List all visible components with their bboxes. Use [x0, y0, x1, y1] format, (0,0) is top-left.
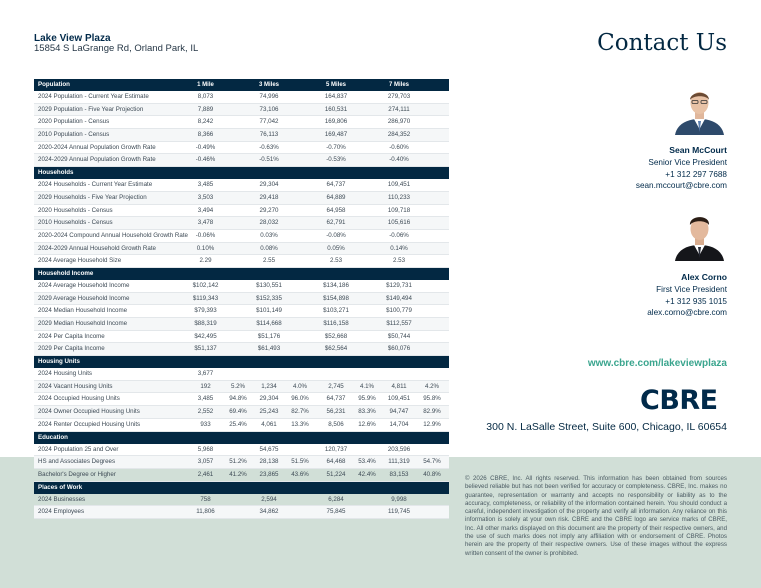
row-value: 5.2% — [230, 382, 246, 390]
row-value: 9,998 — [391, 495, 407, 503]
row-value: $100,779 — [386, 307, 412, 315]
row-value: 83.3% — [358, 408, 376, 416]
header-col: 5 Miles — [325, 82, 346, 88]
table-row — [34, 368, 449, 381]
row-value: 2,461 — [197, 470, 214, 478]
contact-title: Senior Vice President — [648, 157, 727, 167]
contact-name: Alex Corno — [681, 272, 727, 282]
table-row — [34, 179, 449, 192]
row-value: -0.63% — [259, 143, 279, 151]
row-value: 4.0% — [292, 382, 308, 390]
table-row — [34, 104, 449, 117]
row-value: 83,153 — [389, 470, 409, 478]
row-value: $154,898 — [323, 294, 349, 302]
table-row — [34, 91, 449, 104]
row-value: 29,270 — [259, 206, 279, 214]
table-row — [34, 217, 449, 230]
row-value: 64,889 — [326, 193, 346, 201]
row-label: 2024 Households - Current Year Estimate — [38, 181, 153, 189]
row-value: $130,551 — [256, 281, 282, 289]
table-row — [34, 469, 449, 482]
row-value: $119,343 — [192, 294, 219, 302]
row-value: 109,451 — [387, 181, 411, 189]
row-value: 758 — [200, 495, 211, 503]
row-value: 169,487 — [324, 131, 348, 139]
row-value: $61,493 — [257, 345, 281, 353]
row-label: 2024-2029 Annual Household Growth Rate — [38, 244, 156, 252]
row-value: 29,418 — [259, 193, 279, 201]
row-value: 3,677 — [197, 370, 214, 378]
row-value: -0.40% — [389, 156, 409, 164]
row-value: 2,552 — [197, 408, 214, 416]
row-value: 6,284 — [328, 495, 344, 503]
table-row — [34, 205, 449, 218]
row-value: 11,806 — [196, 508, 215, 516]
row-value: 62,791 — [326, 219, 346, 227]
row-label: 2024 Per Capita Income — [38, 332, 105, 340]
row-value: 54.7% — [423, 458, 441, 466]
logo-text: CBRE — [640, 386, 718, 412]
row-label: 2024 Population 25 and Over — [38, 445, 119, 453]
row-value: 4,811 — [391, 382, 407, 390]
table-row — [34, 456, 449, 469]
row-value: 25,243 — [259, 408, 279, 416]
row-value: 14,704 — [389, 420, 409, 428]
row-value: $51,137 — [194, 345, 217, 353]
website-link[interactable]: www.cbre.com/lakeviewplaza — [587, 358, 727, 369]
row-value: 82.9% — [423, 408, 441, 416]
row-label: 2020 Population - Census — [38, 118, 110, 126]
row-label: 2024 Median Household Income — [38, 307, 128, 315]
row-label: 2024 Average Household Income — [38, 281, 130, 289]
row-value: 8,073 — [197, 93, 214, 100]
row-label: 2010 Households - Census — [38, 219, 113, 227]
row-value: 164,837 — [324, 93, 348, 100]
row-value: 5,968 — [197, 445, 214, 453]
table-row — [34, 243, 449, 256]
table-row — [34, 116, 449, 129]
table-row — [34, 255, 449, 268]
row-value: 2.53 — [392, 257, 406, 265]
row-value: 54,675 — [259, 445, 279, 453]
row-value: 1,234 — [261, 382, 277, 390]
row-value: 109,451 — [387, 395, 411, 403]
row-value: 94,747 — [389, 408, 409, 416]
row-label: 2029 Per Capita Income — [38, 345, 105, 353]
row-label: 2024 Owner Occupied Housing Units — [38, 408, 140, 416]
row-value: 203,596 — [387, 445, 411, 453]
row-value: 120,737 — [324, 445, 348, 453]
row-value: 51.5% — [291, 458, 309, 466]
row-label: 2024 Housing Units — [38, 370, 93, 378]
row-value: 75,845 — [326, 508, 346, 516]
row-label: 2024 Vacant Housing Units — [38, 382, 113, 390]
property-address: 15854 S LaGrange Rd, Orland Park, IL — [34, 43, 199, 54]
row-value: 4.2% — [424, 382, 440, 390]
row-label: HS and Associates Degrees — [38, 458, 116, 466]
row-value: -0.06% — [389, 231, 409, 239]
row-value: $62,564 — [324, 345, 348, 353]
row-value: $60,076 — [387, 345, 411, 353]
population-rows — [34, 91, 449, 167]
row-value: $112,557 — [386, 320, 412, 327]
contact-email[interactable]: sean.mccourt@cbre.com — [635, 181, 727, 191]
row-value: $152,335 — [256, 294, 282, 302]
income-rows — [34, 280, 449, 356]
places-rows — [34, 494, 449, 519]
row-value: $114,668 — [256, 320, 282, 327]
row-value: 7,889 — [197, 105, 214, 113]
row-value: 64,737 — [326, 395, 346, 403]
row-value: $101,149 — [256, 307, 282, 315]
section-housing — [34, 356, 449, 368]
row-value: 73,106 — [259, 105, 279, 113]
cbre-logo — [640, 386, 728, 417]
row-value: 12.9% — [423, 420, 441, 428]
row-value: 0.14% — [390, 244, 408, 252]
section-places-of-work — [34, 482, 449, 494]
row-value: 64,468 — [326, 458, 346, 466]
row-value: $88,319 — [194, 320, 217, 327]
row-label: 2020 Households - Census — [38, 206, 113, 214]
row-value: 119,745 — [388, 508, 410, 516]
row-value: 74,996 — [259, 93, 279, 100]
contact-phone[interactable]: +1 312 935 1015 — [665, 296, 727, 306]
table-row — [34, 154, 449, 167]
row-label: 2029 Population - Five Year Projection — [38, 105, 144, 113]
row-value: 94.8% — [229, 395, 247, 403]
row-label: Bachelor's Degree or Higher — [38, 470, 116, 478]
table-row — [34, 305, 449, 318]
row-label: 2029 Households - Five Year Projection — [38, 193, 147, 201]
table-row — [34, 331, 449, 344]
row-value: $52,668 — [324, 332, 348, 340]
row-label: 2024-2029 Annual Population Growth Rate — [38, 156, 156, 164]
row-value: $103,271 — [323, 307, 349, 315]
row-value: 286,970 — [387, 118, 411, 126]
row-value: 4,061 — [261, 420, 277, 428]
row-value: 160,531 — [324, 105, 348, 113]
contact-email[interactable]: alex.corno@cbre.com — [647, 308, 727, 318]
table-row — [34, 293, 449, 306]
contact-card — [636, 145, 727, 192]
row-value: 13.3% — [291, 420, 309, 428]
row-value: 69.4% — [229, 408, 247, 416]
section-title: Households — [38, 169, 74, 177]
row-value: 3,485 — [197, 181, 214, 189]
section-title: Household Income — [38, 269, 94, 277]
row-value: 29,304 — [259, 181, 279, 189]
table-row — [34, 444, 449, 457]
row-value: 96.0% — [291, 395, 309, 403]
header-col: 3 Miles — [258, 82, 279, 88]
row-value: 3,485 — [197, 395, 214, 403]
row-value: 2,745 — [328, 382, 344, 390]
table-row — [34, 129, 449, 142]
row-value: 64,958 — [326, 206, 346, 214]
row-label: 2020-2024 Compound Annual Household Growth Rate — [38, 231, 188, 239]
headshot-photo — [673, 208, 726, 261]
row-value: 0.03% — [260, 231, 278, 239]
row-value: -0.08% — [326, 231, 346, 239]
header-col: 1 Mile — [197, 82, 214, 88]
education-rows — [34, 444, 449, 482]
row-value: 0.10% — [196, 244, 215, 252]
row-value: 29,304 — [259, 395, 279, 403]
header-label: Population — [38, 81, 70, 88]
row-value: 3,503 — [197, 193, 214, 201]
row-value: 4.1% — [359, 382, 375, 390]
row-value: 3,494 — [197, 206, 214, 214]
table-row — [34, 494, 449, 507]
row-value: 8,242 — [197, 118, 214, 126]
row-value: 95.9% — [358, 395, 376, 403]
row-value: 274,111 — [388, 105, 410, 113]
row-value: 40.8% — [423, 470, 441, 478]
row-label: 2024 Population - Current Year Estimate — [38, 93, 149, 100]
contact-name: Sean McCourt — [669, 145, 727, 155]
row-value: -0.06% — [195, 231, 216, 239]
table-row — [34, 406, 449, 419]
headshot-photo — [673, 82, 726, 135]
row-value: 3,478 — [197, 219, 214, 227]
row-value: 0.08% — [260, 244, 278, 252]
row-value: $79,393 — [194, 307, 217, 315]
row-value: 2,594 — [261, 495, 277, 503]
row-value: 23,865 — [259, 470, 279, 478]
row-value: 109,718 — [387, 206, 411, 214]
table-row — [34, 419, 449, 432]
row-value: 34,862 — [259, 508, 279, 516]
row-value: 2.29 — [199, 257, 212, 265]
demographics-table — [34, 79, 449, 519]
table-row — [34, 142, 449, 155]
row-value: $129,731 — [386, 281, 412, 289]
contact-phone[interactable]: +1 312 297 7688 — [665, 169, 727, 179]
contact-card — [647, 272, 727, 319]
table-row — [34, 230, 449, 243]
row-value: 0.05% — [327, 244, 345, 252]
row-value: 64,737 — [326, 181, 346, 189]
row-value: 53.4% — [358, 458, 376, 466]
row-value: 51,224 — [326, 470, 346, 478]
row-value: 76,113 — [259, 131, 279, 139]
row-value: 51.2% — [229, 458, 247, 466]
row-value: 2.53 — [329, 257, 343, 265]
row-label: 2024 Renter Occupied Housing Units — [38, 420, 141, 428]
row-label: 2024 Average Household Size — [38, 257, 122, 265]
row-value: $102,142 — [192, 281, 219, 289]
row-value: 8,366 — [197, 131, 214, 139]
contact-title: First Vice President — [656, 284, 727, 294]
row-value: 192 — [200, 382, 211, 390]
row-value: 28,032 — [259, 219, 279, 227]
row-value: 56,231 — [326, 408, 346, 416]
row-label: 2020-2024 Annual Population Growth Rate — [38, 143, 156, 151]
row-label: 2010 Population - Census — [38, 131, 110, 139]
row-value: 41.2% — [229, 470, 247, 478]
households-rows — [34, 179, 449, 268]
row-value: 169,806 — [324, 118, 348, 126]
section-income — [34, 268, 449, 280]
row-value: 95.8% — [423, 395, 441, 403]
table-header — [34, 79, 449, 91]
section-education — [34, 432, 449, 444]
row-value: 28,138 — [259, 458, 279, 466]
table-row — [34, 393, 449, 406]
row-value: $116,158 — [323, 320, 349, 327]
row-label: 2024 Occupied Housing Units — [38, 395, 120, 403]
row-label: 2029 Average Household Income — [38, 294, 130, 302]
section-title: Education — [38, 433, 68, 441]
row-value: 8,506 — [328, 420, 344, 428]
legal-disclaimer: © 2026 CBRE, Inc. All rights reserved. This information has been obtained from sources believed reliable but has not been verified for accuracy or completeness. CBRE, Inc. makes no guarantee, representation or warranty and accepts no responsibility or liability as to the accuracy, completeness, or reliability of the information contained herein. You should conduct a careful, independent investigation of the property and verify all information. Any reliance on this information is solely at your own risk. CBRE and the CBRE logo are service marks of CBRE, Inc. All other marks displayed on this document are the property of their respective owners, and the use of such marks does not imply any affiliation with or endorsement of CBRE. Photos herein are the property of their respective owners. Use of these images without the express written consent of the owner is prohibited. — [465, 475, 727, 557]
row-label: 2029 Median Household Income — [38, 320, 128, 327]
row-value: 2.55 — [262, 257, 276, 265]
row-value: -0.51% — [259, 156, 279, 164]
table-row — [34, 381, 449, 394]
row-value: -0.46% — [195, 156, 216, 164]
row-value: 43.6% — [291, 470, 309, 478]
row-value: 77,042 — [259, 118, 279, 126]
row-value: 3,057 — [197, 458, 214, 466]
row-value: 12.6% — [358, 420, 376, 428]
row-value: $50,744 — [387, 332, 411, 340]
row-value: 42.4% — [358, 470, 376, 478]
table-row — [34, 506, 449, 519]
header-col: 7 Miles — [388, 82, 409, 88]
row-value: -0.53% — [326, 156, 346, 164]
row-label: 2024 Employees — [38, 508, 85, 516]
office-address: 300 N. LaSalle Street, Suite 600, Chicago, IL 60654 — [486, 421, 727, 433]
row-value: $149,494 — [386, 294, 412, 302]
row-value: 279,703 — [387, 93, 411, 100]
contact-heading: Contact Us — [597, 30, 727, 56]
row-value: 25.4% — [229, 420, 247, 428]
housing-rows — [34, 368, 449, 431]
row-value: 284,352 — [387, 131, 411, 139]
table-row — [34, 280, 449, 293]
row-value: 105,616 — [387, 219, 411, 227]
row-value: -0.49% — [195, 143, 216, 151]
row-value: $51,176 — [257, 332, 281, 340]
table-row — [34, 192, 449, 205]
row-value: $42,495 — [194, 332, 217, 340]
section-households — [34, 167, 449, 179]
table-row — [34, 318, 449, 331]
section-title: Housing Units — [38, 358, 80, 366]
row-value: -0.60% — [389, 143, 409, 151]
row-value: 933 — [200, 420, 211, 428]
property-name: Lake View Plaza — [34, 33, 111, 44]
row-value: -0.70% — [326, 143, 346, 151]
row-value: $134,186 — [323, 281, 349, 289]
table-row — [34, 343, 449, 356]
row-value: 111,319 — [388, 458, 410, 466]
row-value: 82.7% — [291, 408, 309, 416]
section-title: Places of Work — [38, 483, 83, 491]
row-label: 2024 Businesses — [38, 495, 86, 503]
row-value: 110,233 — [388, 193, 410, 201]
